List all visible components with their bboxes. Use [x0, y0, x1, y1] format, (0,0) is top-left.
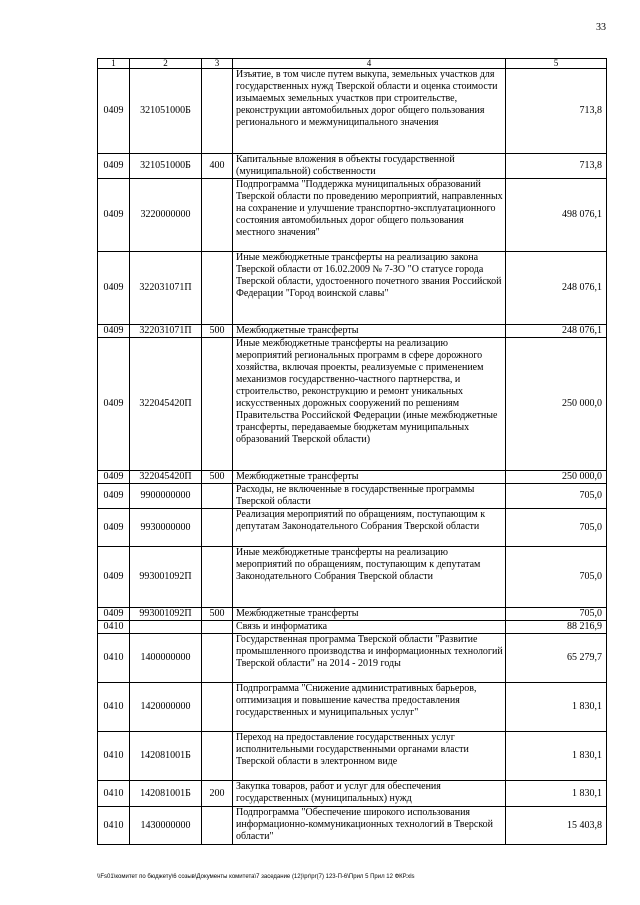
table-row [98, 338, 607, 471]
cell-c1: 0409 [98, 338, 130, 471]
cell-c2: 322031071П [130, 325, 202, 338]
cell-c4: Закупка товаров, работ и услуг для обеспечения государственных (муниципальных) нужд [233, 781, 506, 807]
cell-c5: 65 279,7 [506, 634, 607, 683]
cell-c1: 0409 [98, 547, 130, 608]
cell-c2: 322045420П [130, 338, 202, 471]
cell-c4: Межбюджетные трансферты [233, 325, 506, 338]
column-header: 4 [233, 59, 506, 69]
column-header: 1 [98, 59, 130, 69]
cell-c2: 993001092П [130, 608, 202, 621]
cell-c1: 0409 [98, 471, 130, 484]
table-header-row [98, 59, 607, 69]
cell-c5: 248 076,1 [506, 252, 607, 325]
cell-c5: 1 830,1 [506, 683, 607, 732]
cell-c2: 1430000000 [130, 807, 202, 845]
cell-c3 [202, 509, 233, 547]
cell-c5: 1 830,1 [506, 781, 607, 807]
cell-c2 [130, 621, 202, 634]
table-row [98, 547, 607, 608]
cell-c5: 88 216,9 [506, 621, 607, 634]
cell-c4: Капитальные вложения в объекты государственной (муниципальной) собственности [233, 154, 506, 179]
cell-c4: Подпрограмма "Поддержка муниципальных образований Тверской области по проведению мероприятий, направленных на сохранение и улучшение транспортно-эксплуатационного состояния автомобильных дорог общего пользования местного значения" [233, 179, 506, 252]
table-row [98, 179, 607, 252]
cell-c3: 500 [202, 325, 233, 338]
cell-c3 [202, 484, 233, 509]
cell-c4: Подпрограмма "Снижение административных барьеров, оптимизация и повышение качества предоставления государственных и муниципальных услуг" [233, 683, 506, 732]
cell-c4: Реализация мероприятий по обращениям, поступающим к депутатам Законодательного Собрания Тверской области [233, 509, 506, 547]
table-row [98, 683, 607, 732]
cell-c3: 500 [202, 608, 233, 621]
cell-c3: 200 [202, 781, 233, 807]
column-header: 5 [506, 59, 607, 69]
cell-c5: 705,0 [506, 547, 607, 608]
table-row [98, 471, 607, 484]
table-row [98, 154, 607, 179]
cell-c5: 705,0 [506, 509, 607, 547]
cell-c4: Изъятие, в том числе путем выкупа, земельных участков для государственных нужд Тверской области и оценка стоимости изымаемых земельных участков при строительстве, реконструкции автомобильных дорог общего пользования регионального и межмуниципального значения [233, 69, 506, 154]
cell-c2: 142081001Б [130, 732, 202, 781]
cell-c5: 15 403,8 [506, 807, 607, 845]
cell-c2: 321051000Б [130, 154, 202, 179]
cell-c5: 498 076,1 [506, 179, 607, 252]
cell-c4: Государственная программа Тверской области "Развитие промышленного производства и информационных технологий Тверской области" на 2014 - 2019 годы [233, 634, 506, 683]
cell-c5: 705,0 [506, 484, 607, 509]
cell-c3 [202, 634, 233, 683]
cell-c1: 0410 [98, 781, 130, 807]
cell-c5: 248 076,1 [506, 325, 607, 338]
cell-c5: 1 830,1 [506, 732, 607, 781]
table-row [98, 781, 607, 807]
file-path-footer: \\Fs01\комитет по бюджету\6 созыв\Документы комитета\7 заседание (12)\pr\pr(7) 123-П-6\Прил 5 Прил 12 ФКР.xls [97, 874, 415, 880]
table-row [98, 325, 607, 338]
cell-c2: 1400000000 [130, 634, 202, 683]
column-header: 3 [202, 59, 233, 69]
cell-c1: 0410 [98, 732, 130, 781]
cell-c3: 400 [202, 154, 233, 179]
cell-c2: 9900000000 [130, 484, 202, 509]
cell-c3 [202, 732, 233, 781]
table-row [98, 634, 607, 683]
cell-c4: Межбюджетные трансферты [233, 608, 506, 621]
cell-c4: Подпрограмма "Обеспечение широкого использования информационно-коммуникационных технологий в Тверской области" [233, 807, 506, 845]
table-row [98, 807, 607, 845]
page-number: 33 [596, 22, 606, 33]
cell-c3 [202, 179, 233, 252]
table-row [98, 509, 607, 547]
cell-c1: 0409 [98, 484, 130, 509]
cell-c5: 713,8 [506, 69, 607, 154]
cell-c4: Иные межбюджетные трансферты на реализацию закона Тверской области от 16.02.2009 № 7-ЗО "О статусе города Тверской области, удостоенного почетного звания Российской Федерации "Город воинской славы" [233, 252, 506, 325]
column-header: 2 [130, 59, 202, 69]
cell-c5: 250 000,0 [506, 471, 607, 484]
cell-c4: Иные межбюджетные трансферты на реализацию мероприятий региональных программ в сфере дорожного хозяйства, включая проекты, реализуемые с применением механизмов государственно-частного партнерства, и строительство, реконструкцию и ремонт уникальных искусственных дорожных сооружений по решениям Правительства Российской Федерации (иные межбюджетные трансферты, передаваемые бюджетам муниципальных образований Тверской области) [233, 338, 506, 471]
cell-c3 [202, 807, 233, 845]
cell-c1: 0410 [98, 807, 130, 845]
cell-c2: 321051000Б [130, 69, 202, 154]
cell-c2: 322045420П [130, 471, 202, 484]
cell-c1: 0410 [98, 683, 130, 732]
table-row [98, 732, 607, 781]
cell-c2: 1420000000 [130, 683, 202, 732]
cell-c3 [202, 338, 233, 471]
cell-c1: 0410 [98, 621, 130, 634]
cell-c3 [202, 683, 233, 732]
cell-c5: 250 000,0 [506, 338, 607, 471]
cell-c2: 9930000000 [130, 509, 202, 547]
table-row [98, 621, 607, 634]
cell-c5: 713,8 [506, 154, 607, 179]
cell-c3 [202, 252, 233, 325]
cell-c1: 0409 [98, 325, 130, 338]
cell-c4: Переход на предоставление государственных услуг исполнительными государственными органами власти Тверской области в электронном виде [233, 732, 506, 781]
table-row [98, 608, 607, 621]
table-row [98, 69, 607, 154]
cell-c1: 0409 [98, 154, 130, 179]
cell-c4: Иные межбюджетные трансферты на реализацию мероприятий по обращениям, поступающим к депутатам Законодательного Собрания Тверской области [233, 547, 506, 608]
cell-c5: 705,0 [506, 608, 607, 621]
cell-c2: 142081001Б [130, 781, 202, 807]
cell-c4: Связь и информатика [233, 621, 506, 634]
cell-c2: 993001092П [130, 547, 202, 608]
cell-c4: Расходы, не включенные в государственные программы Тверской области [233, 484, 506, 509]
table-row [98, 252, 607, 325]
cell-c3 [202, 621, 233, 634]
cell-c4: Межбюджетные трансферты [233, 471, 506, 484]
cell-c2: 3220000000 [130, 179, 202, 252]
cell-c3: 500 [202, 471, 233, 484]
cell-c3 [202, 547, 233, 608]
cell-c1: 0410 [98, 634, 130, 683]
cell-c1: 0409 [98, 69, 130, 154]
budget-table [97, 58, 607, 845]
cell-c1: 0409 [98, 179, 130, 252]
cell-c3 [202, 69, 233, 154]
cell-c2: 322031071П [130, 252, 202, 325]
cell-c1: 0409 [98, 509, 130, 547]
table-row [98, 484, 607, 509]
cell-c1: 0409 [98, 252, 130, 325]
cell-c1: 0409 [98, 608, 130, 621]
